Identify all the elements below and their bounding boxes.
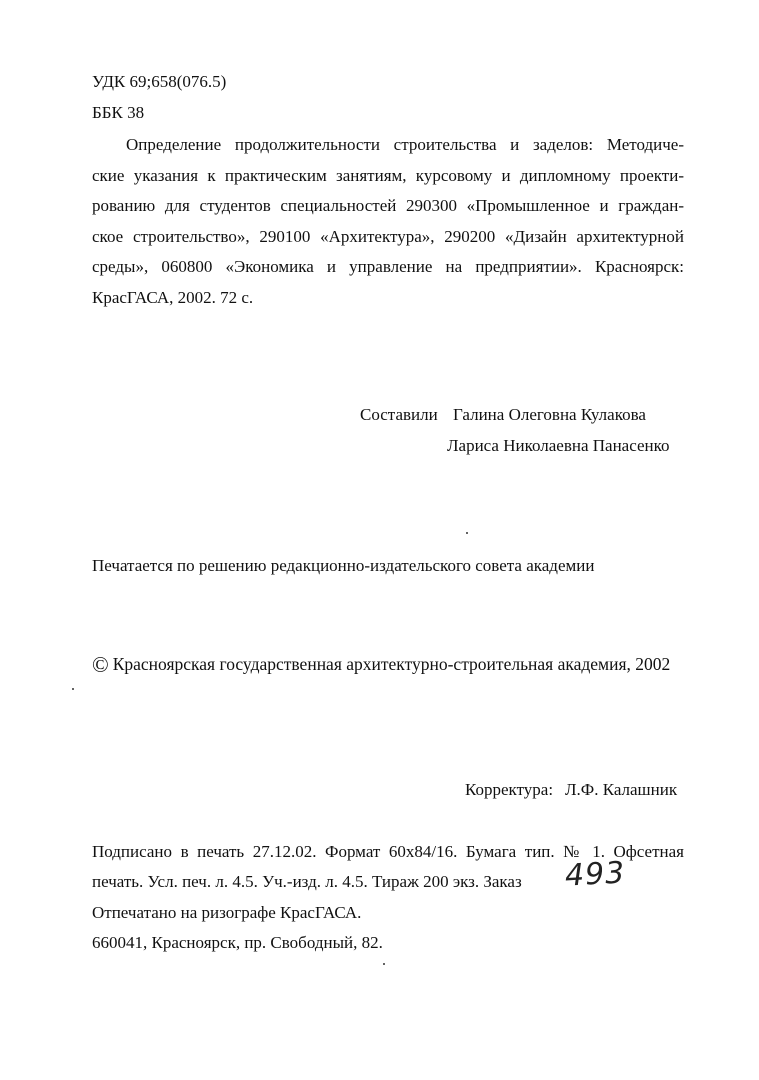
copyright-icon: © [92, 652, 109, 677]
udk-code: УДК 69;658(076.5) [92, 72, 227, 91]
compiler-name: Лариса Николаевна Панасенко [447, 436, 670, 455]
compilers-label: Составили [360, 405, 438, 424]
scan-speck [383, 963, 385, 965]
copyright-text: Красноярская государственная архитектурно-строительная академия, 2002 [112, 654, 671, 674]
corrector-label: Корректура: [465, 780, 554, 799]
compiler-name: Галина Олеговна Кулакова [453, 405, 646, 424]
imprint-line: Отпечатано на ризографе КрасГАСА. [92, 903, 362, 922]
description-line: среды», 060800 «Экономика и управление на предприятии». Красноярск: [92, 257, 684, 276]
description-line: Определение продолжительности строительства и заделов: Методиче- [126, 135, 684, 154]
publish-decision-note: Печатается по решению редакционно-издательского совета академии [92, 556, 595, 575]
description-line: рованию для студентов специальностей 290300 «Промышленное и граждан- [92, 196, 684, 215]
imprint-line: печать. Усл. печ. л. 4.5. Уч.-изд. л. 4.5. Тираж 200 экз. Заказ [92, 872, 522, 891]
description-line: ское строительство», 290100 «Архитектура», 290200 «Дизайн архитектурной [92, 226, 684, 246]
scan-speck [72, 688, 74, 690]
handwritten-order-number: 493 [564, 855, 627, 894]
description-line: КрасГАСА, 2002. 72 с. [92, 287, 254, 307]
bibliographic-description [92, 130, 684, 313]
corrector-name: Л.Ф. Калашник [565, 780, 678, 799]
imprint-line: Подписано в печать 27.12.02. Формат 60x84/16. Бумага тип. № 1. Офсетная [92, 842, 684, 861]
description-line: ские указания к практическим занятиям, курсовому и дипломному проекти- [92, 165, 684, 185]
imprint-line: 660041, Красноярск, пр. Свободный, 82. [92, 933, 383, 952]
copyright-line [92, 652, 670, 678]
scan-speck [466, 532, 468, 534]
bbk-code: ББК 38 [92, 103, 145, 122]
